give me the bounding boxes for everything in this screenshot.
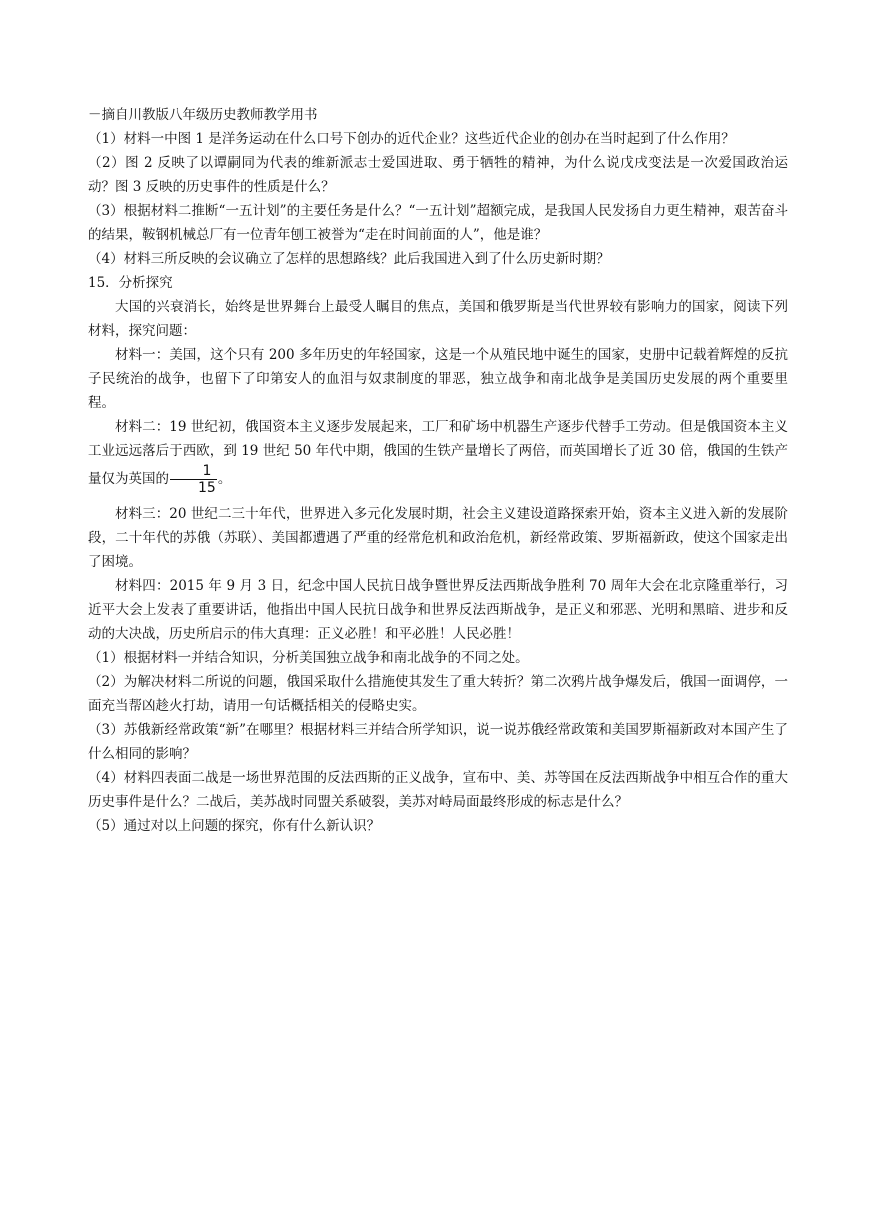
q15-question-1: （1）根据材料一并结合知识，分析美国独立战争和南北战争的不同之处。 bbox=[88, 650, 529, 666]
q15-question-5: （5）通过对以上问题的探究，你有什么新认识？ bbox=[88, 818, 381, 834]
q15-material-3: 材料三：20 世纪二三十年代，世界进入多元化发展时期，社会主义建设道路探索开始，资本主义进入新的发展阶段，二十年代的苏俄（苏联）、美国都遭遇了严重的经常危机和政治危机，新经常政策、罗斯福新政，使这个国家走出了困境。 bbox=[88, 506, 788, 570]
material-2-end: 。 bbox=[217, 471, 232, 487]
document-text bbox=[88, 103, 788, 838]
fraction-numerator: 1 bbox=[170, 463, 217, 480]
fraction-one-fifteenth bbox=[170, 463, 217, 496]
q15-question-4: （4）材料四表面二战是一场世界范围的反法西斯的正义战争，宣布中、美、苏等国在反法西斯战争中相互合作的重大历史事件是什么？二战后，美苏战时同盟关系破裂，美苏对峙局面最终形成的标志是什么？ bbox=[88, 770, 788, 810]
q14-question-4: （4）材料三所反映的会议确立了怎样的思想路线？此后我国进入到了什么历史新时期？ bbox=[88, 251, 610, 267]
fraction-denominator: 15 bbox=[198, 480, 216, 496]
q15-question-2: （2）为解决材料二所说的问题，俄国采取什么措施使其发生了重大转折？第二次鸦片战争爆发后，俄国一面调停，一面充当帮凶趁火打劫，请用一句话概括相关的侵略史实。 bbox=[88, 674, 788, 714]
q15-material-4: 材料四：2015 年 9 月 3 日，纪念中国人民抗日战争暨世界反法西斯战争胜利 70 周年大会在北京隆重举行，习近平大会上发表了重要讲话，他指出中国人民抗日战争和世界反法西斯战争，是正义和邪恶、光明和黑暗、进步和反动的大决战，历史所启示的伟大真理：正义必胜！和平必胜！人民必胜！ bbox=[88, 578, 788, 642]
q15-heading: 15．分析探究 bbox=[88, 275, 173, 291]
material-2-text: 材料二：19 世纪初，俄国资本主义逐步发展起来，工厂和矿场中机器生产逐步代替手工劳动。但是俄国资本主义工业远远落后于西欧，到 19 世纪 50 年代中期，俄国的生铁产量增长了两倍，而英国增长了近 30 倍，俄国的生铁产量仅为英国的 bbox=[88, 419, 788, 487]
source-line: －摘自川教版八年级历史教师教学用书 bbox=[88, 107, 318, 123]
q14-question-2: （2）图 2 反映了以谭嗣同为代表的维新派志士爱国进取、勇于牺牲的精神，为什么说戊戌变法是一次爱国政治运动？图 3 反映的历史事件的性质是什么？ bbox=[88, 155, 788, 195]
q14-question-1: （1）材料一中图 1 是洋务运动在什么口号下创办的近代企业？这些近代企业的创办在当时起到了什么作用？ bbox=[88, 131, 735, 147]
q15-intro: 大国的兴衰消长，始终是世界舞台上最受人瞩目的焦点，美国和俄罗斯是当代世界较有影响力的国家，阅读下列材料，探究问题： bbox=[88, 299, 788, 339]
q14-question-3: （3）根据材料二推断“一五计划”的主要任务是什么？“一五计划”超额完成，是我国人民发扬自力更生精神，艰苦奋斗的结果，鞍钢机械总厂有一位青年刨工被誉为“走在时间前面的人”，他是谁？ bbox=[88, 203, 788, 243]
q15-question-3: （3）苏俄新经常政策“新”在哪里？根据材料三并结合所学知识，说一说苏俄经常政策和美国罗斯福新政对本国产生了什么相同的影响？ bbox=[88, 722, 788, 762]
q15-material-1: 材料一：美国，这个只有 200 多年历史的年轻国家，这是一个从殖民地中诞生的国家，史册中记载着辉煌的反抗子民统治的战争，也留下了印第安人的血泪与奴隶制度的罪恶，独立战争和南北战争是美国历史发展的两个重要里程。 bbox=[88, 347, 788, 411]
q15-material-2 bbox=[88, 415, 788, 496]
